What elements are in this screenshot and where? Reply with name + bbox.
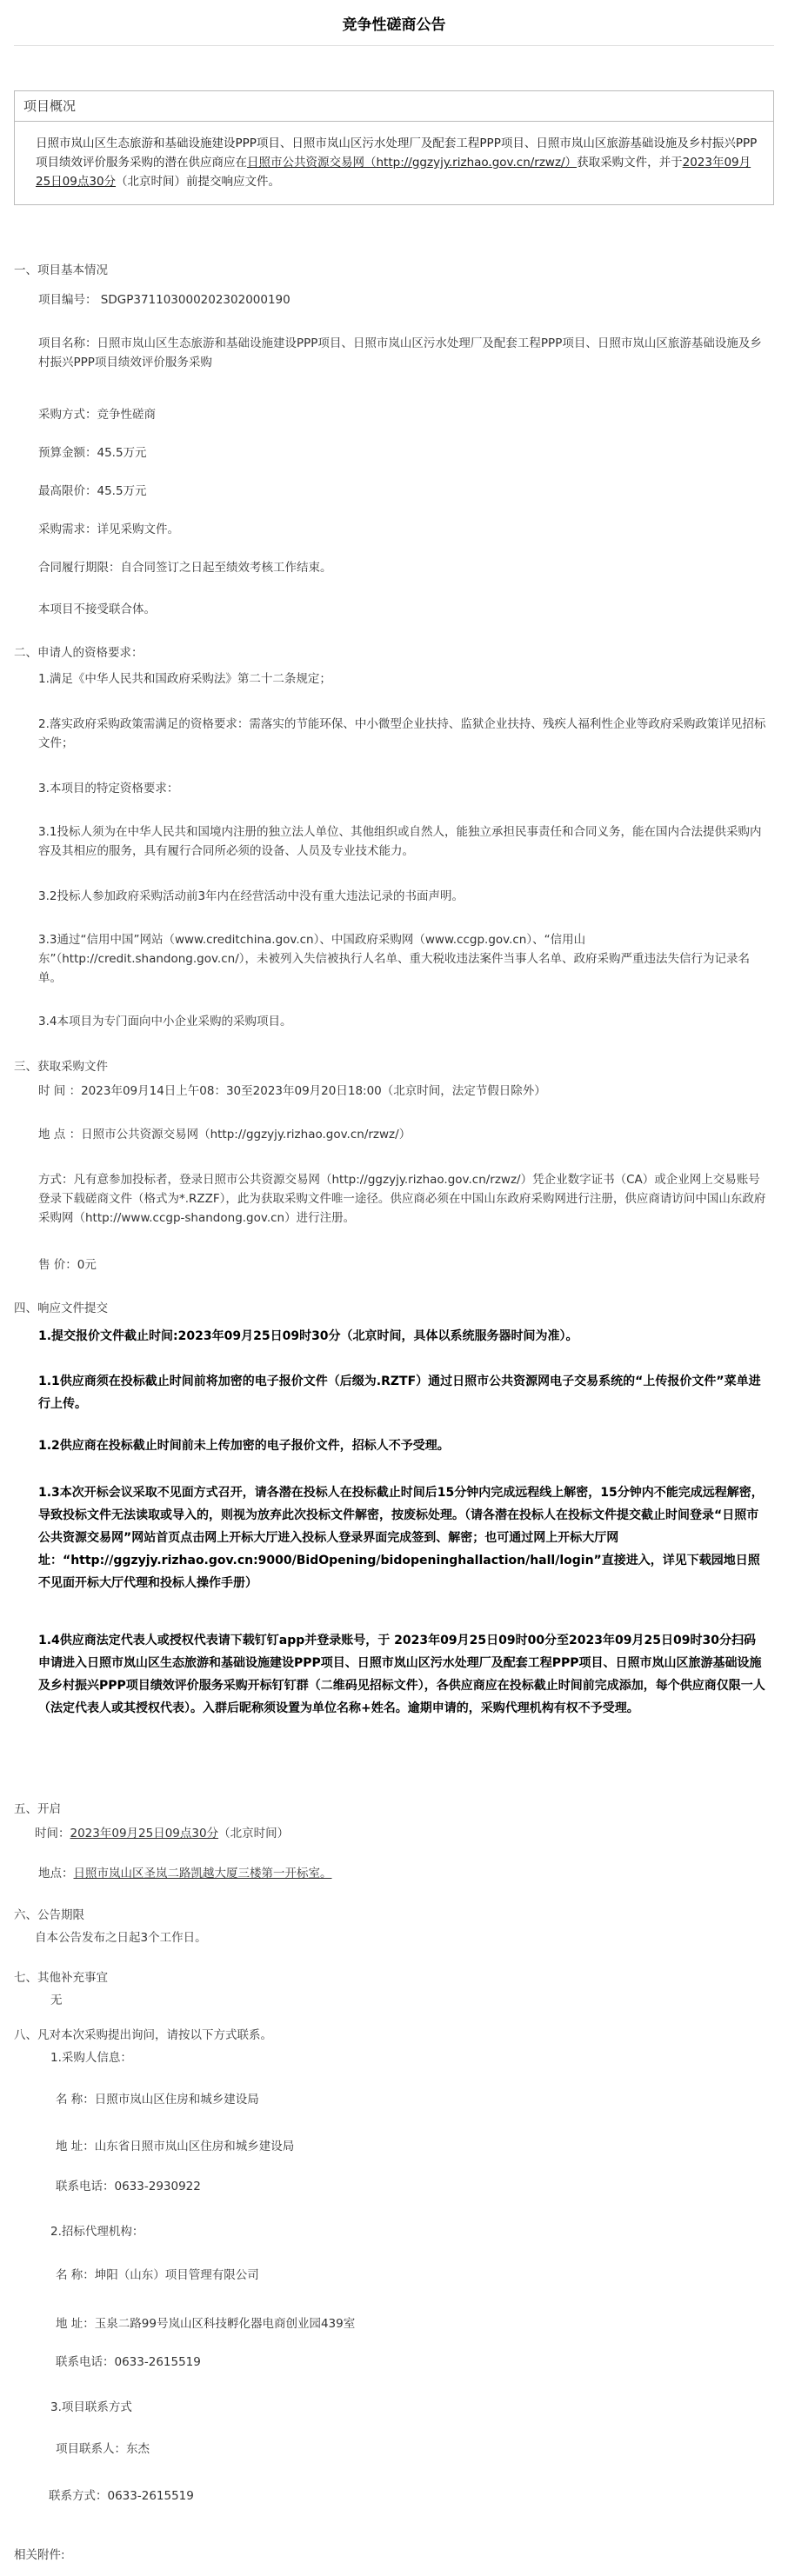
opening-time-suffix: （北京时间） xyxy=(218,1827,290,1840)
purchase-demand: 采购需求：详见采购文件。 xyxy=(38,523,179,536)
overview-deadline: 2023年09月25日09点30分 xyxy=(36,156,751,189)
opening-time-label: 时间： xyxy=(35,1827,70,1840)
purchaser-address: 地 址：山东省日照市岚山区住房和城乡建设局 xyxy=(56,2140,295,2153)
opening-place xyxy=(0,1864,788,1883)
contact-purchaser-heading: 1.采购人信息： xyxy=(50,2051,132,2065)
agency-address: 地 址：玉泉二路99号岚山区科技孵化器电商创业园439室 xyxy=(56,2317,356,2331)
section-6-heading: 六、公告期限 xyxy=(14,1908,84,1922)
section-1-heading: 一、项目基本情况 xyxy=(14,263,108,277)
submission-1-1: 1.1供应商须在投标截止时间前将加密的电子报价文件（后缀为.RZTF）通过日照市公共资源网电子交易系统的“上传报价文件”菜单进行上传。 xyxy=(38,1375,761,1411)
qualification-2: 2.落实政府采购政策需满足的资格要求：需落实的节能环保、中小微型企业扶持、监狱企业扶持、残疾人福利性企业等政府采购政策详见招标文件； xyxy=(38,717,766,750)
contract-period: 合同履行期限：自合同签订之日起至绩效考核工作结束。 xyxy=(38,561,332,575)
agency-name: 名 称：坤阳（山东）项目管理有限公司 xyxy=(56,2268,259,2282)
purchaser-phone: 联系电话：0633-2930922 xyxy=(56,2180,201,2193)
submission-deadline: 1.提交报价文件截止时间:2023年09月25日09时30分（北京时间，具体以系统服务器时间为准）。 xyxy=(38,1329,578,1343)
contact-agency-heading: 2.招标代理机构： xyxy=(50,2225,144,2239)
other-matters: 无 xyxy=(50,1994,63,2007)
notice-period: 自本公告发布之日起3个工作日。 xyxy=(35,1931,207,1945)
budget-amount: 预算金额：45.5万元 xyxy=(38,446,147,460)
submission-1-2: 1.2供应商在投标截止时间前未上传加密的电子报价文件，招标人不予受理。 xyxy=(38,1439,450,1453)
section-5-heading: 五、开启 xyxy=(14,1802,61,1816)
document-price: 售 价：0元 xyxy=(38,1258,97,1272)
section-2-heading: 二、申请人的资格要求： xyxy=(14,646,144,660)
project-contact-phone: 联系方式：0633-2615519 xyxy=(49,2489,194,2503)
opening-place-label: 地点： xyxy=(38,1867,74,1880)
qualification-3: 3.本项目的特定资格要求： xyxy=(38,782,179,795)
qualification-3-3: 3.3通过“信用中国”网站（www.creditchina.gov.cn）、中国政府采购网（www.ccgp.gov.cn）、“信用山东”（http://credit.shandong.gov.cn/），未被列入失信被执行人名单、重大税收违法案件当事人名单、政府采购严重违法失信行为记录名单。 xyxy=(38,933,750,985)
obtain-place: 地 点 ：日照市公共资源交易网（http://ggzyjy.rizhao.gov.cn/rzwz/） xyxy=(38,1128,411,1142)
opening-place-value: 日照市岚山区圣岚二路凯越大厦三楼第一开标室。 xyxy=(73,1867,332,1880)
qualification-1: 1.满足《中华人民共和国政府采购法》第二十二条规定； xyxy=(38,672,331,686)
attachments-label: 相关附件: xyxy=(14,2548,65,2562)
consortium-note: 本项目不接受联合体。 xyxy=(38,602,156,616)
project-contact-person: 项目联系人：东杰 xyxy=(56,2442,150,2456)
section-3-heading: 三、获取采购文件 xyxy=(14,1060,108,1074)
overview-label: 项目概况 xyxy=(15,91,773,122)
submission-1-4: 1.4供应商法定代表人或授权代表请下载钉钉app并登录账号，于 2023年09月25日09时00分至2023年09月25日09时30分扫码申请进入日照市岚山区生态旅游和基础设施建设PPP项目、日照市岚山区污水处理厂及配套工程PPP项目、日照市岚山区旅游基础设施及乡村振兴PPP项目绩效评价服务采购开标钉钉群（二维码见招标文件），各供应商应在投标截止时间前完成添加，每个供应商仅限一人（法定代表人或其授权代表）。入群后昵称须设置为单位名称+姓名。逾期申请的，采购代理机构有权不予受理。 xyxy=(38,1634,765,1715)
section-7-heading: 七、其他补充事宜 xyxy=(14,1971,108,1985)
page-title: 竞争性磋商公告 xyxy=(342,17,446,34)
obtain-method: 方式：凡有意参加投标者，登录日照市公共资源交易网（http://ggzyjy.rizhao.gov.cn/rzwz/）凭企业数字证书（CA）或企业网上交易账号登录下载磋商文件（格式为*.RZZF），此为获取采购文件唯一途径。供应商必须在中国山东政府采购网进行注册，供应商请访问中国山东政府采购网（http://www.ccgp-shandong.gov.cn）进行注册。 xyxy=(38,1173,766,1225)
agency-phone: 联系电话：0633-2615519 xyxy=(56,2355,201,2369)
overview-place-link[interactable]: 日照市公共资源交易网（http://ggzyjy.rizhao.gov.cn/rzwz/） xyxy=(247,156,578,170)
title-divider xyxy=(14,45,774,46)
opening-time xyxy=(0,1824,788,1843)
qualification-3-4: 3.4本项目为专门面向中小企业采购的采购项目。 xyxy=(38,1015,292,1028)
purchase-method: 采购方式：竞争性磋商 xyxy=(38,408,156,422)
project-name: 项目名称：日照市岚山区生态旅游和基础设施建设PPP项目、日照市岚山区污水处理厂及配套工程PPP项目、日照市岚山区旅游基础设施及乡村振兴PPP项目绩效评价服务采购 xyxy=(38,336,762,369)
overview-text-c: （北京时间）前提交响应文件。 xyxy=(116,175,281,189)
section-4-heading: 四、响应文件提交 xyxy=(14,1301,108,1315)
submission-1-3: 1.3本次开标会议采取不见面方式召开，请各潜在投标人在投标截止时间后15分钟内完成远程线上解密，15分钟内不能完成远程解密，导致投标文件无法读取或导入的，则视为放弃此次投标文件解密，按废标处理。（请各潜在投标人在投标文件提交截止时间登录“日照市公共资源交易网”网站首页点击网上开标大厅进入投标人登录界面完成签到、解密；也可通过网上开标大厅网址：“http://ggzyjy.rizhao.gov.cn:9000/BidOpening/bidopeninghallaction/hall/login”直接进入，详见下载园地日照不见面开标大厅代理和投标人操作手册） xyxy=(38,1486,764,1590)
project-number: 项目编号： SDGP371103000202302000190 xyxy=(38,293,290,307)
qualification-3-2: 3.2投标人参加政府采购活动前3年内在经营活动中没有重大违法记录的书面声明。 xyxy=(38,889,464,903)
max-price: 最高限价：45.5万元 xyxy=(38,484,147,498)
overview-text-a: 日照市岚山区生态旅游和基础设施建设PPP项目、日照市岚山区污水处理厂及配套工程PPP项目、日照市岚山区旅游基础设施及乡村振兴PPP项目绩效评价服务采购的潜在供应商应在 xyxy=(36,136,758,170)
contact-project-heading: 3.项目联系方式 xyxy=(50,2400,132,2414)
obtain-time: 时 间 ：2023年09月14日上午08：30至2023年09月20日18:00（北京时间，法定节假日除外） xyxy=(38,1084,546,1098)
purchaser-name: 名 称：日照市岚山区住房和城乡建设局 xyxy=(56,2093,259,2107)
overview-text-b: 获取采购文件，并于 xyxy=(577,156,683,170)
overview-box xyxy=(14,90,774,205)
qualification-3-1: 3.1投标人须为在中华人民共和国境内注册的独立法人单位、其他组织或自然人，能独立承担民事责任和合同义务，能在国内合法提供采购内容及其相应的服务，具有履行合同所必须的设备、人员及专业技术能力。 xyxy=(38,825,762,858)
opening-time-value: 2023年09月25日09点30分 xyxy=(70,1827,219,1840)
overview-text xyxy=(36,134,765,191)
section-8-heading: 八、凡对本次采购提出询问，请按以下方式联系。 xyxy=(14,2028,272,2042)
